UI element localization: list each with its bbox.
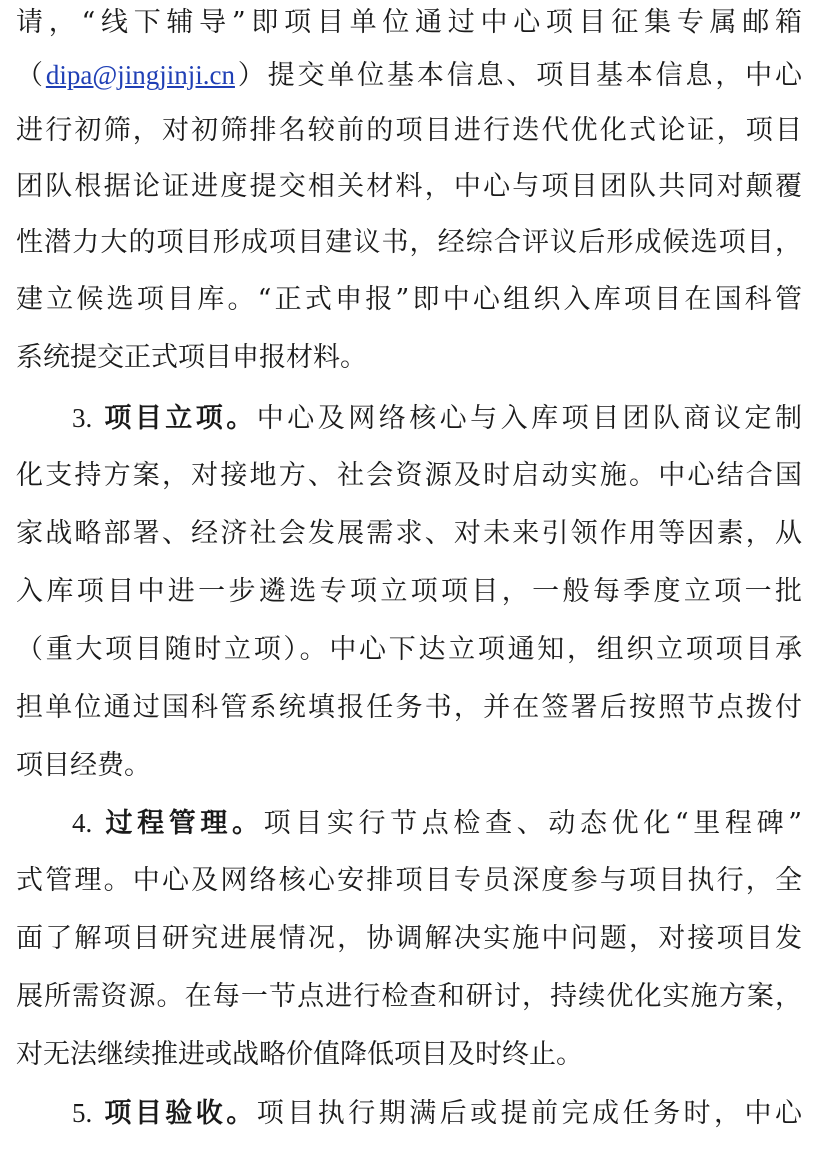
text: 性潜力大的项目形成项目建议书，经综合评议后形成候选项目， [16, 227, 802, 258]
text: ）提交单位基本信息、项目基本信息，中心 [234, 60, 803, 91]
text: 请，“线下辅导”即项目单位通过中心项目征集专属邮箱 [16, 7, 802, 38]
paragraph-line [16, 1035, 802, 1075]
paragraph-line [16, 55, 802, 95]
paragraph-line [16, 746, 802, 786]
paragraph-line [16, 280, 802, 320]
section-heading: 项目验收。 [104, 1098, 257, 1129]
paragraph-line [16, 514, 802, 554]
paragraph-line [16, 688, 802, 728]
section-5-first-line [72, 1093, 802, 1133]
section-heading: 项目立项。 [104, 403, 257, 434]
paragraph-line [16, 977, 802, 1017]
section-heading: 过程管理。 [105, 808, 264, 839]
text: 化支持方案，对接地方、社会资源及时启动实施。中心结合国 [16, 460, 802, 491]
text: 对无法继续推进或战略价值降低项目及时终止。 [16, 1039, 583, 1070]
text: 系统提交正式项目申报材料。 [16, 342, 367, 373]
paragraph-line [16, 223, 802, 263]
section-number: 4. [72, 808, 93, 838]
text: 项目执行期满后或提前完成任务时，中心 [256, 1098, 803, 1129]
text: 入库项目中进一步遴选专项立项项目，一般每季度立项一批 [16, 576, 802, 607]
text: 家战略部署、经济社会发展需求、对未来引领作用等因素，从 [16, 518, 802, 549]
section-4-first-line [72, 803, 802, 843]
paragraph-line [16, 338, 802, 378]
text: （重大项目随时立项）。中心下达立项通知，组织立项项目承 [16, 634, 802, 665]
text: 展所需资源。在每一节点进行检查和研讨，持续优化实施方案， [16, 981, 802, 1012]
text: 中心及网络核心与入库项目团队商议定制 [256, 403, 803, 434]
paragraph-line [16, 111, 802, 151]
text: 团队根据论证进度提交相关材料，中心与项目团队共同对颠覆 [16, 171, 802, 202]
text: 式管理。中心及网络核心安排项目专员深度参与项目执行，全 [16, 865, 802, 896]
paragraph-line [16, 3, 802, 43]
paragraph-line [16, 919, 802, 959]
paragraph-line [16, 572, 802, 612]
text: 项目经费。 [16, 750, 151, 781]
section-3-first-line [72, 398, 802, 438]
paragraph-line [16, 630, 802, 670]
text: 进行初筛，对初筛排名较前的项目进行迭代优化式论证，项目 [16, 115, 802, 146]
paragraph-line [16, 456, 802, 496]
text: （ [16, 60, 46, 91]
text: 项目实行节点检查、动态优化“里程碑” [263, 808, 802, 839]
paragraph-line [16, 861, 802, 901]
text: 担单位通过国科管系统填报任务书，并在签署后按照节点拨付 [16, 692, 802, 723]
section-number: 3. [72, 403, 93, 433]
text: 面了解项目研究进展情况，协调解决实施中问题，对接项目发 [16, 923, 802, 954]
section-number: 5. [72, 1098, 93, 1128]
text: 建立候选项目库。“正式申报”即中心组织入库项目在国科管 [16, 284, 802, 315]
paragraph-line [16, 167, 802, 207]
email-link[interactable]: dipa@jingjinji.cn [45, 60, 235, 90]
